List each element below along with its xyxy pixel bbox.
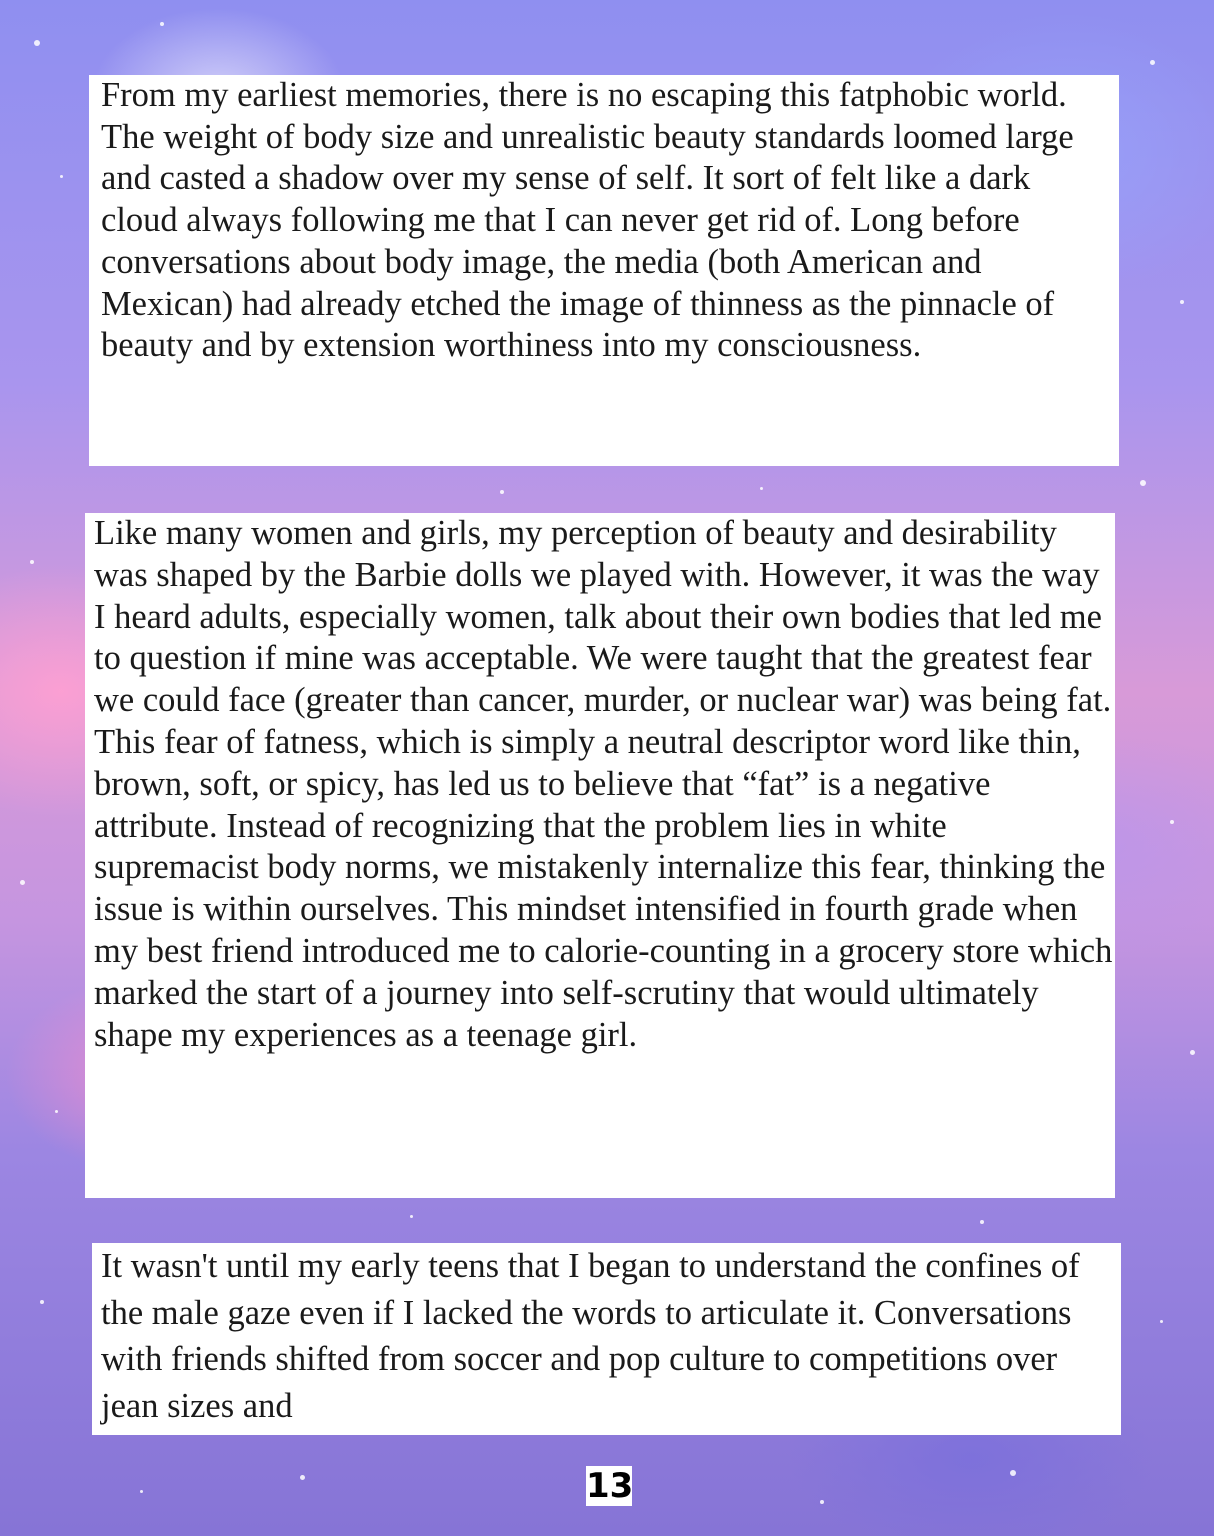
page-number: 13 [586,1466,634,1506]
paragraph-1: From my earliest memories, there is no escaping this fatphobic world. The weight of body size and unrealistic beauty standards loomed large and casted a shadow over my sense of self. It sort of felt like a dark cloud always following me that I can never get rid of. Long before conversations about body image, the media (both American and Mexican) had already etched the image of thinness as the pinnacle of beauty and by extension worthiness into my consciousness. [89,75,1119,466]
paragraph-3: It wasn't until my early teens that I began to understand the confines of the male gaze even if I lacked the words to articulate it. Conversations with friends shifted from soccer and pop culture to competitions over jean sizes and [92,1243,1121,1435]
paragraph-2: Like many women and girls, my perception of beauty and desirability was shaped by the Barbie dolls we played with. However, it was the way I heard adults, especially women, talk about their own bodies that led me to question if mine was acceptable. We were taught that the greatest fear we could face (greater than cancer, murder, or nuclear war) was being fat. This fear of fatness, which is simply a neutral descriptor word like thin, brown, soft, or spicy, has led us to believe that “fat” is a negative attribute. Instead of recognizing that the problem lies in white supremacist body norms, we mistakenly internalize this fear, thinking the issue is within ourselves. This mindset intensified in fourth grade when my best friend introduced me to calorie-counting in a grocery store which marked the start of a journey into self-scrutiny that would ultimately shape my experiences as a teenage girl. [85,513,1115,1198]
